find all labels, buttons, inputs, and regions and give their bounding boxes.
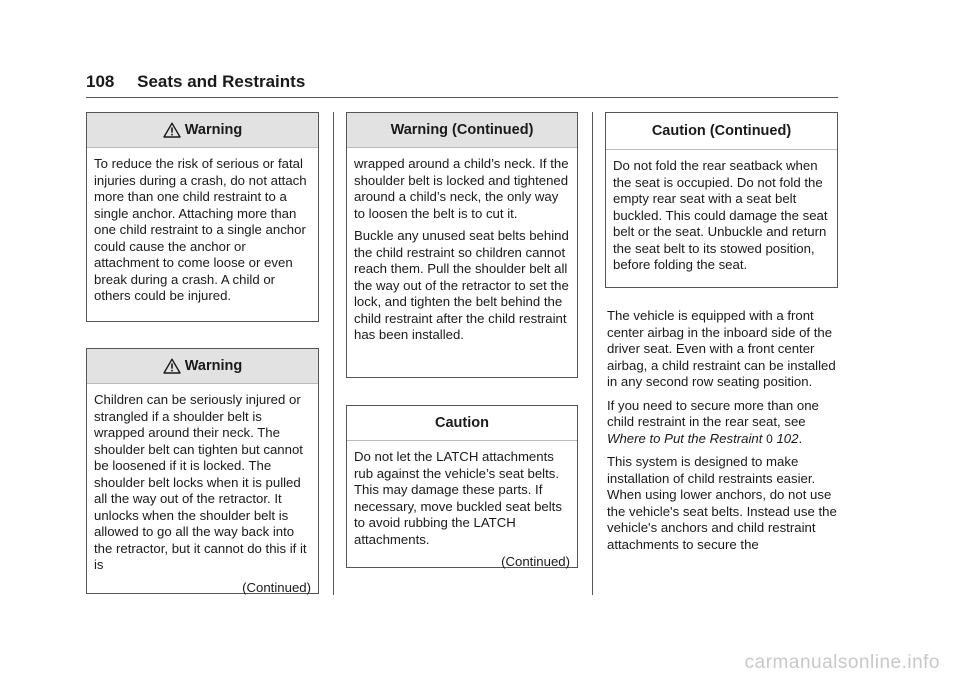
warning-continued-para-2: Buckle any unused seat belts behind the child restraint so children cannot reach them. Pull the shoulder belt all the way out of the retractor to set the lock, and tighten the belt behind the child restraint after the child restraint has been installed. xyxy=(354,228,569,342)
continued-label: (Continued) xyxy=(501,554,570,569)
caution-title: Caution xyxy=(347,406,577,441)
warning-triangle-icon xyxy=(163,358,181,374)
reference-page-number: 102 xyxy=(776,430,799,446)
page-number: 108 xyxy=(86,72,115,91)
section-title: Seats and Restraints xyxy=(137,72,306,91)
warning-text: Children can be seriously injured or strangled if a shoulder belt is wrapped around their neck. The shoulder belt can tighten but cannot be loosened if it is locked. The shoulder belt locks when it is pulled all the way out of the retractor. It unlocks when the shoulder belt is allowed to go all the way back into the retractor, but it cannot do this if it is xyxy=(94,392,307,572)
warning-box-title xyxy=(87,349,318,384)
caution-continued-text: Do not fold the rear seatback when the seat is occupied. Do not fold the empty rear seat with a seat belt buckled. This could damage the seat belt or the seat. Unbuckle and return the seat belt to its stowed position, before folding the seat. xyxy=(613,158,828,272)
caution-box-latch xyxy=(346,405,578,568)
column-divider-2 xyxy=(592,112,593,595)
warning-title-text: Warning xyxy=(184,122,243,138)
warning-title-text: Warning xyxy=(184,358,243,374)
warning-box-shoulder-belt xyxy=(86,348,319,594)
header-divider xyxy=(86,97,838,98)
warning-triangle-icon xyxy=(163,122,181,138)
warning-box-body xyxy=(87,384,318,604)
caution-body xyxy=(347,441,577,579)
warning-text: To reduce the risk of serious or fatal injuries during a crash, do not attach more than one child restraint to a single anchor. Attaching more than one child restraint to a single anchor could cause the anchor or attachment to come loose or even break during a crash. A child or others could be injured. xyxy=(94,156,307,303)
body-text xyxy=(607,308,843,560)
page-header xyxy=(86,72,305,92)
paragraph-reference: If you need to secure more than one child restraint in the rear seat, see Where to Put the Restraint 0 102. xyxy=(607,397,819,446)
paragraph-latch-system: This system is designed to make installation of child restraints easier. When using lower anchors, do not use the vehicle's seat belts. Instead use the vehicle's anchors and child restraint attachments to secure the xyxy=(607,454,837,552)
caution-continued-box xyxy=(605,112,838,288)
cross-reference-link[interactable]: Where to Put the Restraint 0 102 xyxy=(607,430,799,446)
warning-continued-para-1: wrapped around a child’s neck. If the shoulder belt is locked and tightened around a child’s neck, the only way to loosen the belt is to cut it. xyxy=(354,156,569,221)
caution-continued-body xyxy=(606,150,837,282)
paragraph-airbag: The vehicle is equipped with a front center airbag in the inboard side of the driver seat. Even with a front center airbag, a child restraint can be installed in any second row seating position. xyxy=(607,308,836,389)
watermark-text: carmanualsonline.info xyxy=(744,652,940,673)
warning-box-body xyxy=(87,148,318,313)
warning-box-title xyxy=(87,113,318,148)
warning-continued-body xyxy=(347,148,577,352)
warning-continued-box xyxy=(346,112,578,378)
warning-continued-title: Warning (Continued) xyxy=(347,113,577,148)
continued-label: (Continued) xyxy=(242,579,311,595)
warning-box-anchor xyxy=(86,112,319,322)
caution-text: Do not let the LATCH attachments rub against the vehicle’s seat belts. This may damage these parts. If necessary, move buckled seat belts to avoid rubbing the LATCH attachments. xyxy=(354,449,562,547)
column-divider-1 xyxy=(333,112,334,595)
caution-continued-title: Caution (Continued) xyxy=(606,113,837,150)
page-reference-icon: 0 xyxy=(766,431,773,446)
